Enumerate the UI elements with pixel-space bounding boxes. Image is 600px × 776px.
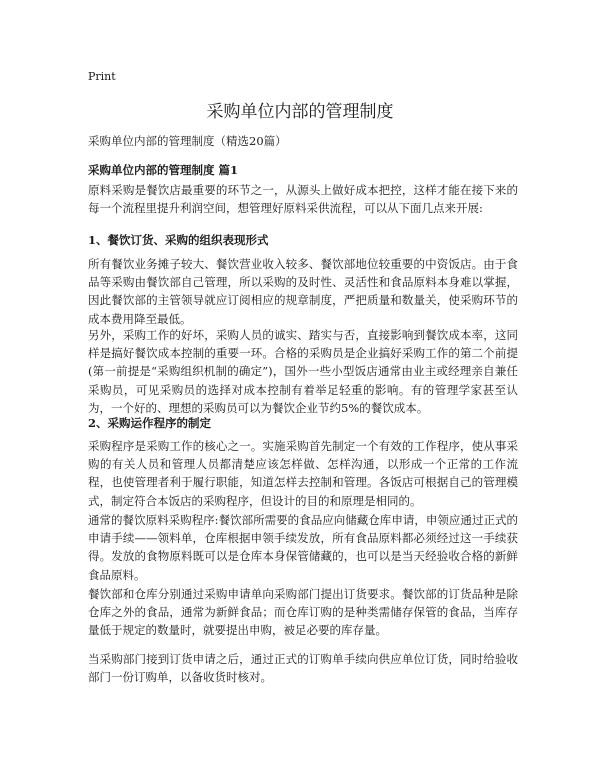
paragraph-4: 通常的餐饮原料采购程序:餐饮部所需要的食品应向储藏仓库申请，申领应通过正式的申请手续——领料单，仓库根据申领手续发放，所有食品原料都必须经过这一手续获得。发放的食物原料既可以是仓库本身保管储藏的，也可以是当天经验收合格的新鲜食品原料。 (88, 513, 518, 582)
paragraph-3: 采购程序是采购工作的核心之一。实施采购首先制定一个有效的工作程序，使从事采购的有关人员和管理人员都清楚应该怎样做、怎样沟通，以形成一个正常的工作流程，也使管理者利于履行职能，知道怎样去控制和管理。各饭店可根据自己的管理模式，制定符合本饭店的采购程序，但设计的目的和原理是相同的。 (88, 439, 518, 508)
paragraph-5: 餐饮部和仓库分别通过采购申请单向采购部门提出订货要求。餐饮部的订货品种是除仓库之外的食品，通常为新鲜食品；而仓库订购的是种类需储存保管的食品，当库存量低于规定的数量时，就要提出申购，被足必要的库存量。 (88, 587, 518, 638)
paragraph-1: 所有餐饮业务摊子较大、餐饮营业收入较多、餐饮部地位较重要的中资饭店。由于食品等采购由餐饮部自己管理，所以采购的及时性、灵活性和食品原料本身难以掌握，因此餐饮部的主管领导就应订阅相应的规章制度，严把质量和数量关，使采购环节的成本费用降至最低。 (88, 257, 518, 326)
heading-1: 1、餐饮订货、采购的组织表现形式 (88, 233, 269, 247)
paragraph-2: 另外，采购工作的好坏，采购人员的诚实、踏实与否，直接影响到餐饮成本率，这同样是搞好餐饮成本控制的重要一环。合格的采购员是企业搞好采购工作的第二个前提(第一前提是“采购组织机制的确定”)，国外一些小型饭店通常由业主或经理亲自兼任采购员，可见采购员的选择对成本控制有着举足轻重的影响。有的管理学家甚至认为，一个好的、理想的采购员可以为餐饮企业节约5%的餐饮成本。 (88, 328, 518, 415)
page-title: 采购单位内部的管理制度 (206, 102, 394, 122)
print-label[interactable]: Print (88, 70, 116, 83)
heading-2: 2、采购运作程序的制定 (88, 416, 212, 430)
intro-paragraph: 原料采购是餐饮店最重要的环节之一，从源头上做好成本把控，这样才能在接下来的每一个流程里提升利润空间，想管理好原料采供流程，可以从下面几点来开展: (88, 183, 518, 216)
document-subtitle: 采购单位内部的管理制度（精选20篇） (88, 134, 287, 148)
paragraph-6: 当采购部门接到订货申请之后，通过正式的订购单手续向供应单位订货，同时给验收部门一份订购单，以备收货时核对。 (88, 652, 518, 685)
section-title: 采购单位内部的管理制度 篇1 (88, 163, 239, 177)
